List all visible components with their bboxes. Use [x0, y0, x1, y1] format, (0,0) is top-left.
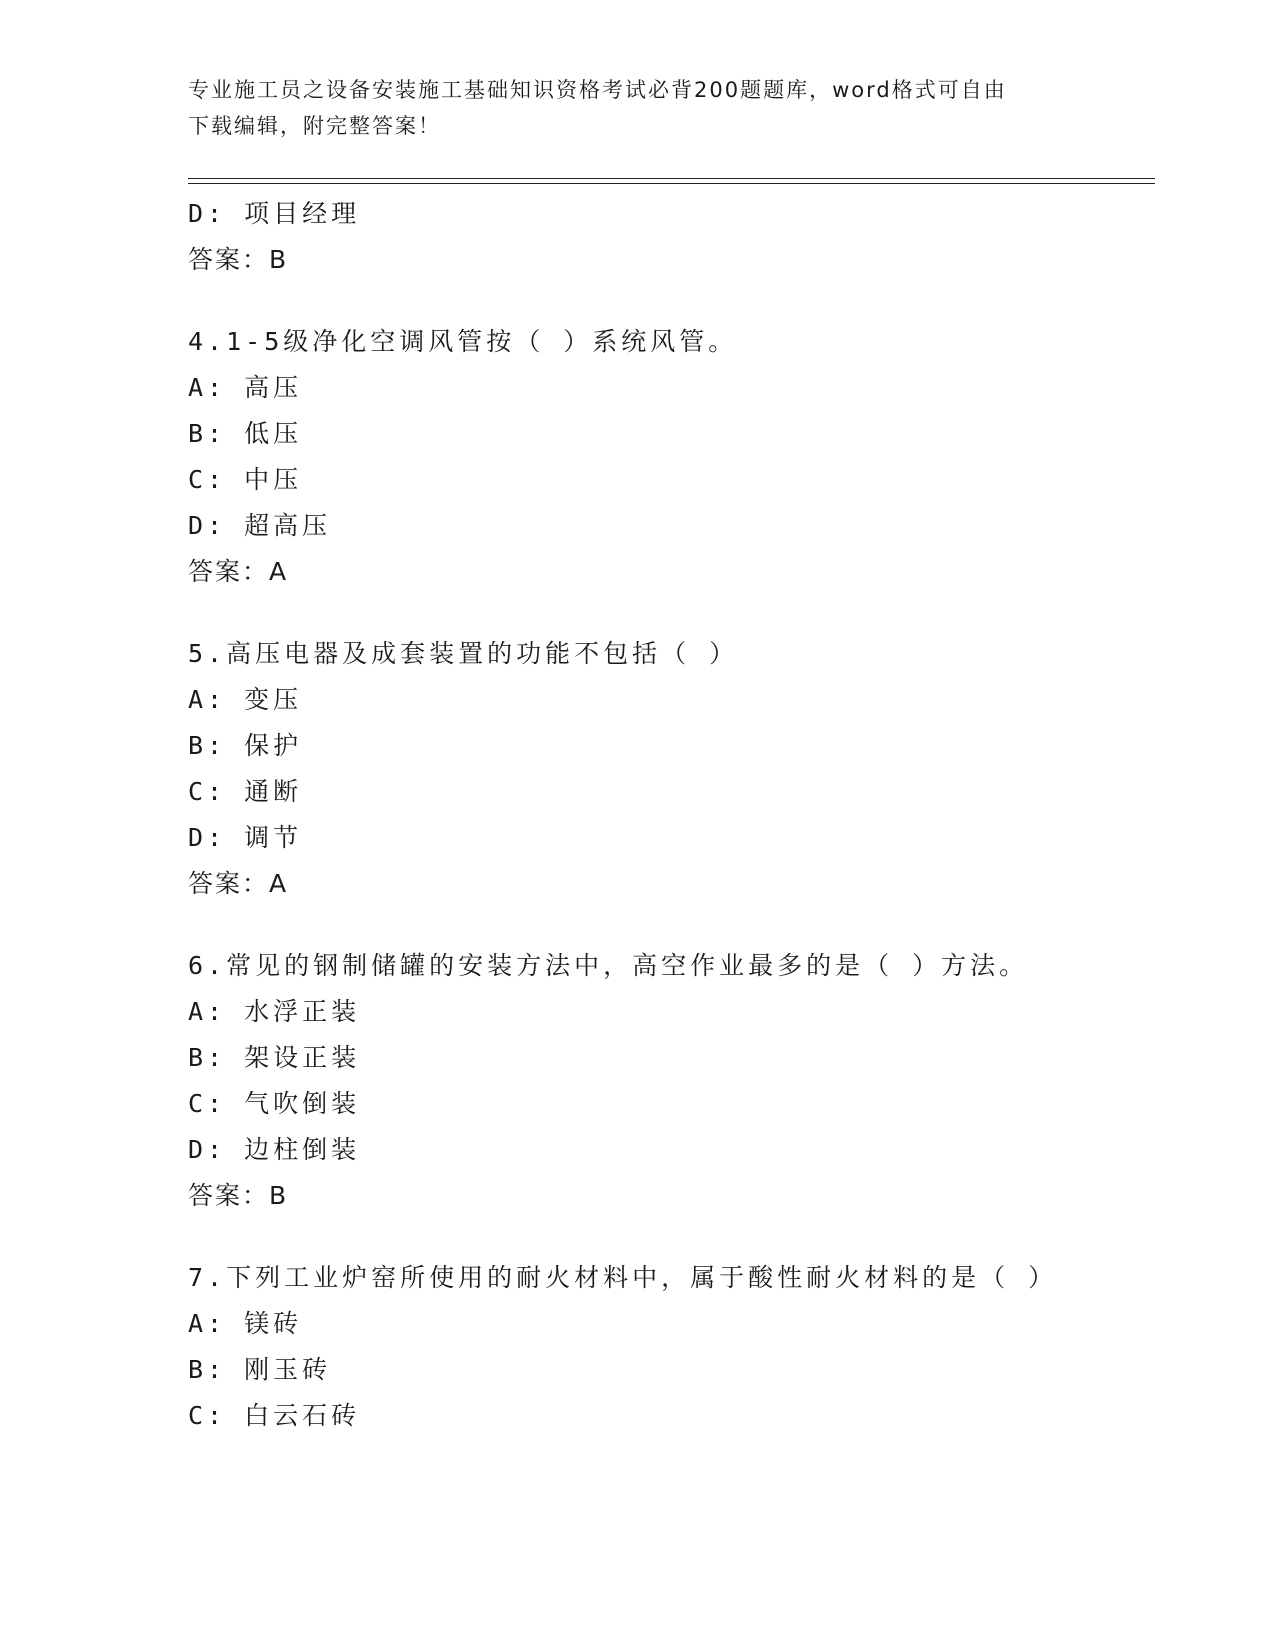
header-title-line-2: 下载编辑，附完整答案！: [188, 114, 441, 138]
option-c: [188, 1081, 1148, 1127]
option-d: [188, 1127, 1148, 1173]
option-text: 超高压: [244, 511, 332, 540]
question-stem: 7.下列工业炉窑所使用的耐火材料中，属于酸性耐火材料的是（ ）: [188, 1263, 1058, 1292]
answer-line: 答案：A: [188, 869, 289, 898]
option-label: D:: [188, 511, 227, 540]
option-c: [188, 769, 1148, 815]
option-label: B:: [188, 1355, 227, 1384]
option-a: [188, 677, 1148, 723]
option-label: C:: [188, 465, 227, 494]
option-a: [188, 365, 1148, 411]
option-a: [188, 1301, 1148, 1347]
option-d: [188, 191, 1148, 237]
option-c: [188, 1393, 1148, 1439]
option-label: B:: [188, 1043, 227, 1072]
option-text: 镁砖: [244, 1309, 303, 1338]
answer-line: 答案：B: [188, 245, 289, 274]
document-header: [188, 72, 1088, 144]
option-label: B:: [188, 419, 227, 448]
option-text: 水浮正装: [244, 997, 361, 1026]
option-label: D:: [188, 1135, 227, 1164]
option-text: 变压: [244, 685, 303, 714]
question-list: [188, 191, 1148, 1439]
option-label: A:: [188, 373, 227, 402]
option-b: [188, 1347, 1148, 1393]
option-a: [188, 989, 1148, 1035]
question-stem: 4.1-5级净化空调风管按（ ）系统风管。: [188, 327, 738, 356]
question-7: [188, 1255, 1148, 1439]
option-text: 低压: [244, 419, 303, 448]
question-6: [188, 943, 1148, 1219]
question-5: [188, 631, 1148, 907]
header-divider-bottom: [188, 183, 1155, 184]
option-text: 高压: [244, 373, 303, 402]
answer-line: 答案：B: [188, 1181, 289, 1210]
option-label: A:: [188, 1309, 227, 1338]
header-title-line-1: 专业施工员之设备安装施工基础知识资格考试必背200题题库，word格式可自由: [188, 78, 1007, 102]
option-text: 气吹倒装: [244, 1089, 361, 1118]
option-text: 调节: [244, 823, 303, 852]
option-text: 项目经理: [244, 199, 361, 228]
option-label: D:: [188, 823, 227, 852]
option-text: 边柱倒装: [244, 1135, 361, 1164]
option-d: [188, 815, 1148, 861]
option-b: [188, 1035, 1148, 1081]
option-label: C:: [188, 1401, 227, 1430]
option-label: D:: [188, 199, 227, 228]
option-b: [188, 723, 1148, 769]
option-label: B:: [188, 731, 227, 760]
option-text: 架设正装: [244, 1043, 361, 1072]
option-text: 白云石砖: [244, 1401, 361, 1430]
option-text: 保护: [244, 731, 303, 760]
option-b: [188, 411, 1148, 457]
header-divider-top: [188, 178, 1155, 179]
question-stem: 6.常见的钢制储罐的安装方法中，高空作业最多的是（ ）方法。: [188, 951, 1029, 980]
option-label: C:: [188, 1089, 227, 1118]
question-4: [188, 319, 1148, 595]
answer-line: 答案：A: [188, 557, 289, 586]
option-text: 刚玉砖: [244, 1355, 332, 1384]
option-text: 通断: [244, 777, 303, 806]
option-label: C:: [188, 777, 227, 806]
option-label: A:: [188, 685, 227, 714]
question-stem: 5.高压电器及成套装置的功能不包括（ ）: [188, 639, 739, 668]
option-c: [188, 457, 1148, 503]
option-label: A:: [188, 997, 227, 1026]
option-text: 中压: [244, 465, 303, 494]
option-d: [188, 503, 1148, 549]
